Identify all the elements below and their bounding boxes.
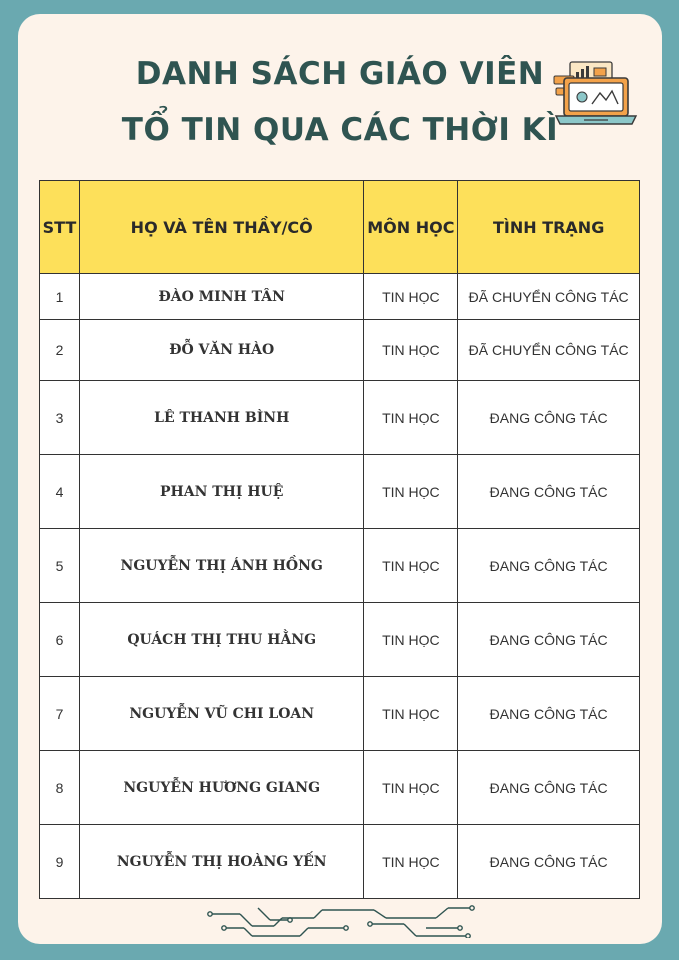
table-row <box>40 320 640 381</box>
header-stt: STT <box>40 181 80 274</box>
row-name: PHAN THỊ HUỆ <box>79 455 363 529</box>
row-name: NGUYỄN VŨ CHI LOAN <box>79 677 363 751</box>
row-subject: TIN HỌC <box>364 529 458 603</box>
row-subject: TIN HỌC <box>364 825 458 899</box>
table-row <box>40 274 640 320</box>
row-stt: 9 <box>40 825 80 899</box>
table-row <box>40 677 640 751</box>
title-line-1: DANH SÁCH GIÁO VIÊN <box>135 56 545 92</box>
row-stt: 1 <box>40 274 80 320</box>
table-header-row <box>40 181 640 274</box>
row-subject: TIN HỌC <box>364 677 458 751</box>
row-name: NGUYỄN HƯƠNG GIANG <box>79 751 363 825</box>
row-status: ĐANG CÔNG TÁC <box>458 825 640 899</box>
row-stt: 3 <box>40 381 80 455</box>
title-line-2: TỔ TIN QUA CÁC THỜI KÌ <box>121 112 559 148</box>
row-stt: 2 <box>40 320 80 381</box>
row-status: ĐANG CÔNG TÁC <box>458 603 640 677</box>
row-stt: 7 <box>40 677 80 751</box>
row-subject: TIN HỌC <box>364 751 458 825</box>
row-status: ĐÃ CHUYỂN CÔNG TÁC <box>458 320 640 381</box>
row-status: ĐÃ CHUYỂN CÔNG TÁC <box>458 274 640 320</box>
poster-card <box>18 14 662 944</box>
header-status: TÌNH TRẠNG <box>458 181 640 274</box>
row-stt: 4 <box>40 455 80 529</box>
row-stt: 6 <box>40 603 80 677</box>
header-name: HỌ VÀ TÊN THẦY/CÔ <box>79 181 363 274</box>
row-subject: TIN HỌC <box>364 381 458 455</box>
row-name: NGUYỄN THỊ ÁNH HỒNG <box>79 529 363 603</box>
row-status: ĐANG CÔNG TÁC <box>458 455 640 529</box>
row-status: ĐANG CÔNG TÁC <box>458 529 640 603</box>
teacher-table <box>39 180 640 899</box>
row-stt: 5 <box>40 529 80 603</box>
row-name: ĐÀO MINH TÂN <box>79 274 363 320</box>
row-status: ĐANG CÔNG TÁC <box>458 751 640 825</box>
row-name: ĐỖ VĂN HÀO <box>79 320 363 381</box>
table-row <box>40 381 640 455</box>
row-status: ĐANG CÔNG TÁC <box>458 381 640 455</box>
table-row <box>40 751 640 825</box>
row-name: QUÁCH THỊ THU HẰNG <box>79 603 363 677</box>
row-stt: 8 <box>40 751 80 825</box>
circuit-lines-icon <box>204 904 476 938</box>
row-subject: TIN HỌC <box>364 274 458 320</box>
table-row <box>40 603 640 677</box>
row-status: ĐANG CÔNG TÁC <box>458 677 640 751</box>
table-row <box>40 825 640 899</box>
table-row <box>40 529 640 603</box>
row-name: LÊ THANH BÌNH <box>79 381 363 455</box>
row-subject: TIN HỌC <box>364 455 458 529</box>
header-subject: MÔN HỌC <box>364 181 458 274</box>
row-subject: TIN HỌC <box>364 320 458 381</box>
laptop-icon <box>548 60 640 130</box>
row-name: NGUYỄN THỊ HOÀNG YẾN <box>79 825 363 899</box>
row-subject: TIN HỌC <box>364 603 458 677</box>
table-row <box>40 455 640 529</box>
